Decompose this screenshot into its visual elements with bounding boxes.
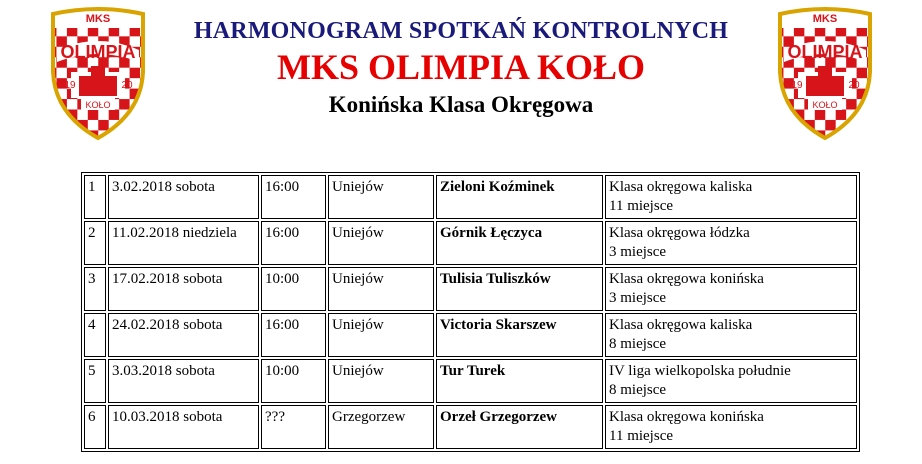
logo-year-left: 19 [64,80,76,91]
league-name: Klasa okręgowa kaliska [609,179,753,195]
cell-league [605,405,857,449]
schedule-table [81,172,860,452]
club-crest-logo-right [770,2,880,142]
cell-league [605,267,857,311]
cell-number: 1 [84,175,106,219]
cell-time: 16:00 [261,175,326,219]
table-row [84,359,857,403]
league-name: IV liga wielkopolska południe [609,363,791,379]
title-schedule: HARMONOGRAM SPOTKAŃ KONTROLNYCH [193,18,729,44]
table-row [84,313,857,357]
league-name: Klasa okręgowa konińska [609,409,764,425]
cell-opponent: Tulisia Tuliszków [436,267,603,311]
cell-opponent: Victoria Skarszew [436,313,603,357]
cell-opponent: Orzeł Grzegorzew [436,405,603,449]
cell-time: 10:00 [261,359,326,403]
league-name: Klasa okręgowa kaliska [609,317,753,333]
league-position: 3 miejsce [609,290,667,306]
cell-number: 4 [84,313,106,357]
cell-league [605,175,857,219]
cell-time: ??? [261,405,326,449]
logo-year-right: 20 [121,80,133,91]
cell-time: 10:00 [261,267,326,311]
league-position: 11 miejsce [609,428,674,444]
table-row [84,221,857,265]
title-club: MKS OLIMPIA KOŁO [276,47,646,87]
logo-year-left: 19 [791,80,803,91]
league-name: Klasa okręgowa konińska [609,271,764,287]
logo-bottom-text: KOŁO [812,100,838,110]
cell-date: 11.02.2018 niedziela [108,221,259,265]
cell-date: 3.02.2018 sobota [108,175,259,219]
cell-number: 3 [84,267,106,311]
cell-time: 16:00 [261,313,326,357]
cell-opponent: Zieloni Koźminek [436,175,603,219]
title-league: Konińska Klasa Okręgowa [328,92,594,117]
cell-date: 24.02.2018 sobota [108,313,259,357]
logo-bottom-text: KOŁO [85,100,111,110]
cell-number: 6 [84,405,106,449]
cell-number: 5 [84,359,106,403]
cell-opponent: Tur Turek [436,359,603,403]
cell-place: Uniejów [328,221,434,265]
cell-date: 10.03.2018 sobota [108,405,259,449]
league-name: Klasa okręgowa łódzka [609,225,750,241]
cell-number: 2 [84,221,106,265]
cell-league [605,359,857,403]
table-row [84,267,857,311]
page-header [0,0,922,150]
league-position: 3 miejsce [609,244,667,260]
cell-place: Grzegorzew [328,405,434,449]
cell-place: Uniejów [328,359,434,403]
table-row [84,405,857,449]
league-position: 8 miejsce [609,382,667,398]
logo-club-name: OLIMPIA [787,42,863,62]
cell-opponent: Górnik Łęczyca [436,221,603,265]
logo-top-text: MKS [85,13,111,25]
logo-top-text: MKS [812,13,838,25]
cell-place: Uniejów [328,267,434,311]
logo-club-name: OLIMPIA [60,42,136,62]
cell-place: Uniejów [328,313,434,357]
cell-time: 16:00 [261,221,326,265]
cell-league [605,221,857,265]
cell-date: 3.03.2018 sobota [108,359,259,403]
table-row [84,175,857,219]
cell-league [605,313,857,357]
cell-date: 17.02.2018 sobota [108,267,259,311]
league-position: 8 miejsce [609,336,667,352]
logo-year-right: 20 [848,80,860,91]
cell-place: Uniejów [328,175,434,219]
league-position: 11 miejsce [609,198,674,214]
